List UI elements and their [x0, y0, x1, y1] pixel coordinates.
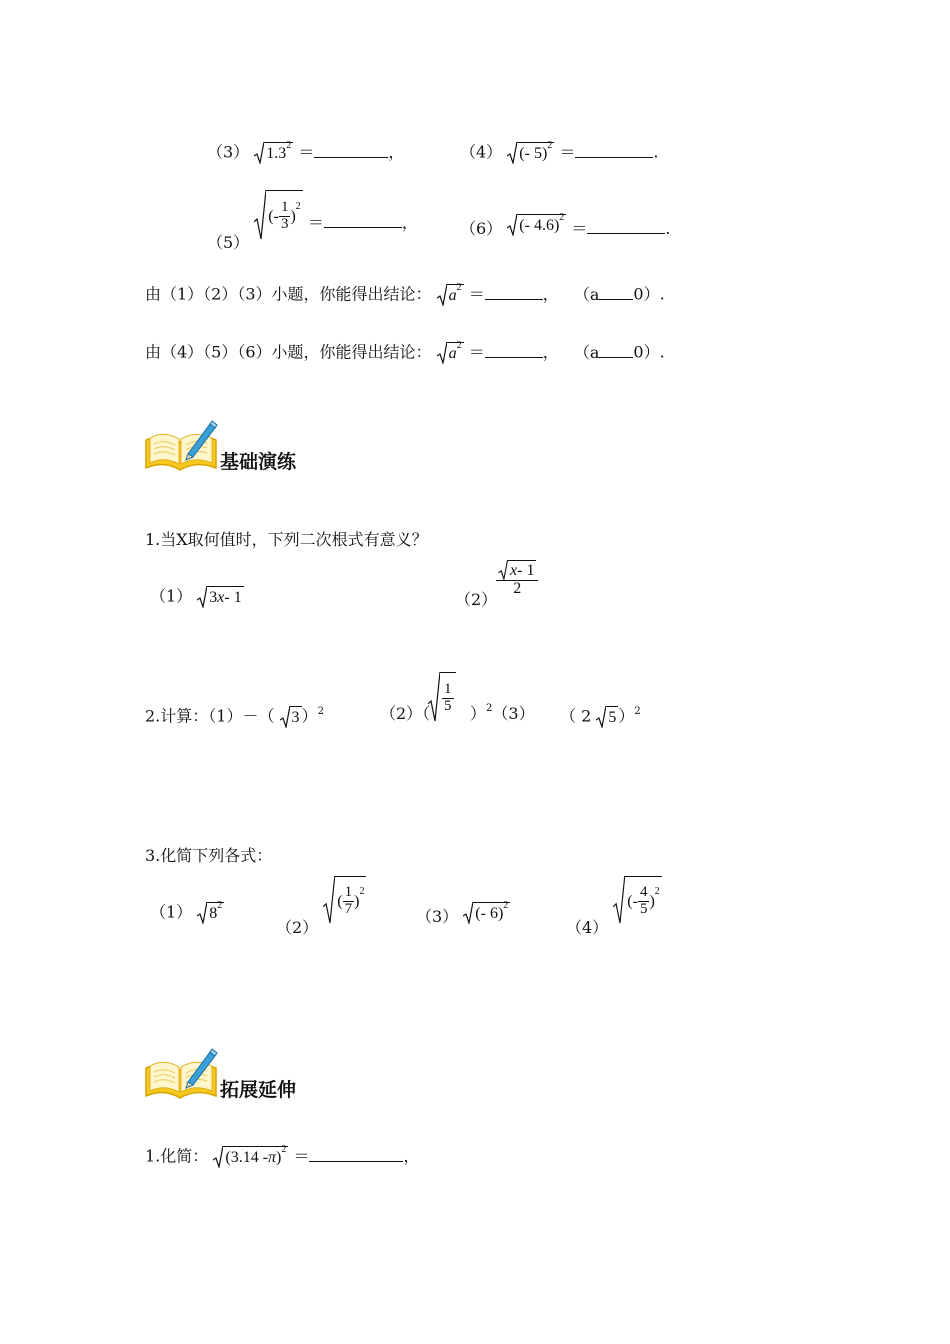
sqrt-expression: (3.14 - π ) 2 [213, 1146, 288, 1168]
question-3-part-1 [150, 902, 224, 924]
question-2: 2.计算：（1）－（ 3 ）$^2$ [145, 705, 324, 726]
question-1-part-2-label: （2） [455, 590, 498, 609]
question-3-part-2 [276, 876, 366, 937]
sqrt-expression: (- $\frac{1}{3}$ ) 2 [254, 190, 302, 240]
answer-blank[interactable] [485, 357, 543, 358]
question-1-part-1 [150, 586, 244, 608]
question-2-part-2-label: （2）（ [380, 704, 431, 723]
sqrt-a-squared: a 2 [437, 284, 464, 306]
conclusion-2: 由（4）（5）（6）小题，你能得出结论： a 2 ＝ ， （a 0）. [145, 340, 665, 362]
section-title: 基础演练 [220, 451, 297, 473]
exercise-5: （5） (- $\frac{1}{3}$ ) 2 ＝ ， [207, 190, 418, 240]
sqrt-expression: 1.3 2 [254, 142, 293, 164]
answer-blank[interactable] [485, 299, 543, 300]
question-3-part-3 [416, 902, 510, 924]
sqrt-5: 5 [596, 706, 618, 728]
item-label: （1） [150, 902, 193, 922]
extension-question-1: 1.化简： (3.14 - π ) 2 ＝ ， [145, 1144, 420, 1166]
answer-blank[interactable] [324, 227, 402, 228]
answer-blank[interactable] [314, 157, 388, 158]
section-title: 拓展延伸 [220, 1079, 297, 1101]
item-label: （4） [460, 142, 503, 162]
conclusion-1: 由（1）（2）（3）小题，你能得出结论： a 2 ＝ ， （a 0）. [145, 282, 665, 304]
exercise-3: （3） 1.3 2 ＝ ， [207, 140, 405, 162]
item-label: （2） [276, 917, 319, 937]
question-1-text: 1.当X取何值时，下列二次根式有意义？ [145, 530, 428, 549]
sqrt-expression: 3 x - 1 [197, 586, 243, 608]
question-2-part-2-tail: ）$^2$（3） [470, 703, 535, 723]
answer-blank[interactable] [587, 233, 665, 234]
relation-blank[interactable] [599, 357, 633, 358]
answer-blank[interactable] [309, 1161, 403, 1162]
exercise-4: （4） (- 5) 2 ＝ . [460, 140, 659, 162]
sqrt-3: 3 [280, 706, 302, 728]
relation-blank[interactable] [599, 299, 633, 300]
sqrt-one-fifth: $\frac{1}{5}$ [428, 672, 456, 722]
question-2-part-3: （ 2 5 ）$^2$ [560, 705, 641, 726]
sqrt-expression: (- 4.6) 2 [507, 214, 566, 236]
question-3-part-4 [566, 876, 662, 937]
item-label: （3） [416, 906, 459, 926]
sqrt-expression: 8 2 [197, 902, 224, 924]
question-3-text: 3.化简下列各式： [145, 846, 273, 865]
exercise-6: （6） (- 4.6) 2 ＝ . [460, 212, 671, 238]
sqrt-expression: (- 6) 2 [463, 902, 510, 924]
item-label: （5） [207, 232, 250, 252]
book-icon [142, 1046, 220, 1105]
question-1-part-2-expression: x - 1 2 [496, 560, 538, 598]
answer-blank[interactable] [575, 157, 653, 158]
item-label: （4） [566, 917, 609, 937]
sqrt-expression: (- $\frac{4}{5}$ ) 2 [613, 876, 661, 924]
item-label: （3） [207, 142, 250, 162]
sqrt-expression: ( $\frac{1}{7}$ ) 2 [323, 876, 366, 924]
item-label: （6） [460, 218, 503, 238]
book-icon [142, 418, 220, 477]
sqrt-a-squared: a 2 [437, 342, 464, 364]
item-label: （1） [150, 586, 193, 606]
sqrt-expression: (- 5) 2 [507, 142, 554, 164]
